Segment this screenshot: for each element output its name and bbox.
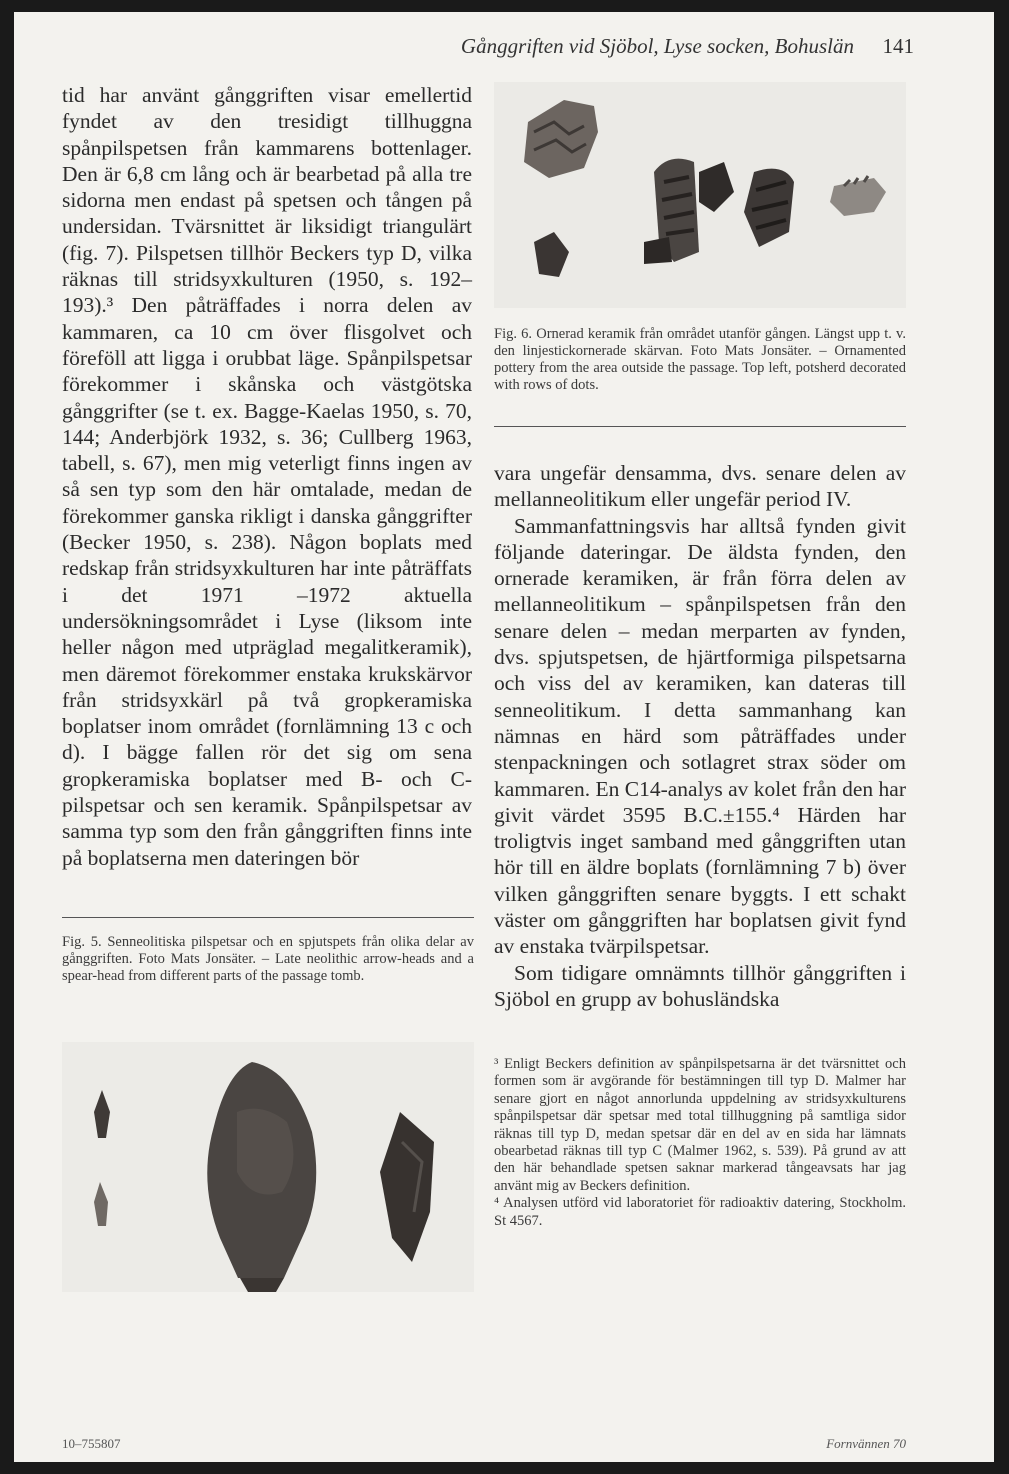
left-column-paragraph: tid har använt gånggriften visar emellertid fyndet av den tresidigt tillhuggna spånpilspetsen från kammarens bottenlager. Den är 6,8 cm lång och är bearbetad på alla tre sidorna men endast på spetsen och tången på undersidan. Tvärsnittet är liksidigt triangulärt (fig. 7). Pilspetsen tillhör Beckers typ D, vilka räknas till stridsyxkulturen (1950, s. 192–193).³ Den påträffades i norra delen av kammaren, ca 10 cm över flisgolvet och föreföll att ligga i orubbat läge. Spånpilspetsar förekommer i skånska och västgötska gånggrifter (se t. ex. Bagge-Kaelas 1950, s. 70, 144; Anderbjörk 1932, s. 36; Cullberg 1963, tabell, s. 67), men mig veterligt finns ingen av så sen typ som den här omtalade, medan de förekommer ganska rikligt i danska gånggrifter (Becker 1950, s. 238). Någon boplats med redskap från stridsyxkulturen har inte påträffats i det 1971 –1972 aktuella undersökningsområdet i Lyse (liksom inte heller någon med utpräglad megalitkeramik), men däremot förekommer enstaka krukskärvor från stridsyxkärl på två gropkeramiska boplatser inom området (fornlämning 13 c och d). I bägge fallen rör det sig om sena gropkeramiska boplatser med B- och C-pilspetsar och sen keramik. Spånpilspetsar av samma typ som den från gånggriften finns inte på boplatserna men dateringen bör [62, 83, 472, 870]
running-title: Gånggriften vid Sjöbol, Lyse socken, Bohuslän [460, 34, 854, 58]
fig6-photo [494, 82, 906, 308]
fig6-rule [494, 426, 906, 427]
footer-right: Fornvännen 70 [826, 1436, 906, 1451]
running-header [454, 34, 914, 59]
fig5-photo [62, 1042, 474, 1292]
footer-left: 10–755807 [62, 1436, 121, 1451]
right-column-p1: vara ungefär densamma, dvs. senare delen av mellanneolitikum eller ungefär period IV. [494, 461, 906, 512]
page [14, 12, 994, 1462]
footnotes [494, 1056, 906, 1230]
footnote-4: ⁴ Analysen utförd vid laboratoriet för radioaktiv datering, Stockholm. St 4567. [494, 1195, 906, 1229]
left-column [62, 82, 472, 871]
fig6-caption: Fig. 6. Ornerad keramik från området utanför gången. Längst upp t. v. den linjestickornerade skärvan. Foto Mats Jonsäter. – Ornamented pottery from the area outside the passage. Top left, potsherd decorated with rows of dots. [494, 326, 906, 393]
page-number: 141 [882, 34, 914, 58]
right-column-p2: Sammanfattningsvis har alltså fynden givit följande dateringar. De äldsta fynden, den ornerade keramiken, är från förra delen av mellanneolitikum – spånpilspetsen från den senare delen – medan merparten av fynden, dvs. spjutspetsen, de hjärtformiga pilspetsarna och viss del av keramiken, kan dateras till senneolitikum. I detta sammanhang kan nämnas en härd som påträffades under stenpackningen och sotlagret strax söder om kammaren. En C14-analys av kolet från den har givit värdet 3595 B.C.±155.⁴ Härden har troligtvis inget samband med gånggriften utan hör till en äldre boplats (fornlämning 7 b) över vilken gånggriften senare byggts. I ett schakt väster om gånggriften har boplatsen givit fynd av enstaka tvärpilspetsar. [494, 513, 906, 959]
right-column [494, 460, 906, 1012]
footnote-3: ³ Enligt Beckers definition av spånpilspetsarna är det tvärsnittet och formen som är avgörande för bestämningen till typ D. Malmer har senare gjort en något annorlunda uppdelning av stridsyxkulturens spånpilspetsar där spetsar med total tillhuggning på samtliga sidor räknas till typ D, medan spetsar där en del av en sida har lämnats obearbetad räknas till typ C (Malmer 1962, s. 539). På grund av att den här behandlade spetsen saknar markerad tångeavsats har jag använt mig av Beckers definition. [494, 1056, 906, 1194]
right-column-p3: Som tidigare omnämnts tillhör gånggriften i Sjöbol en grupp av bohusländska [494, 960, 906, 1011]
fig5-caption: Fig. 5. Senneolitiska pilspetsar och en spjutspets från olika delar av gånggriften. Foto Mats Jonsäter. – Late neolithic arrow-heads and a spear-head from different parts of the passage tomb. [62, 934, 474, 984]
fig5-rule [62, 917, 474, 918]
